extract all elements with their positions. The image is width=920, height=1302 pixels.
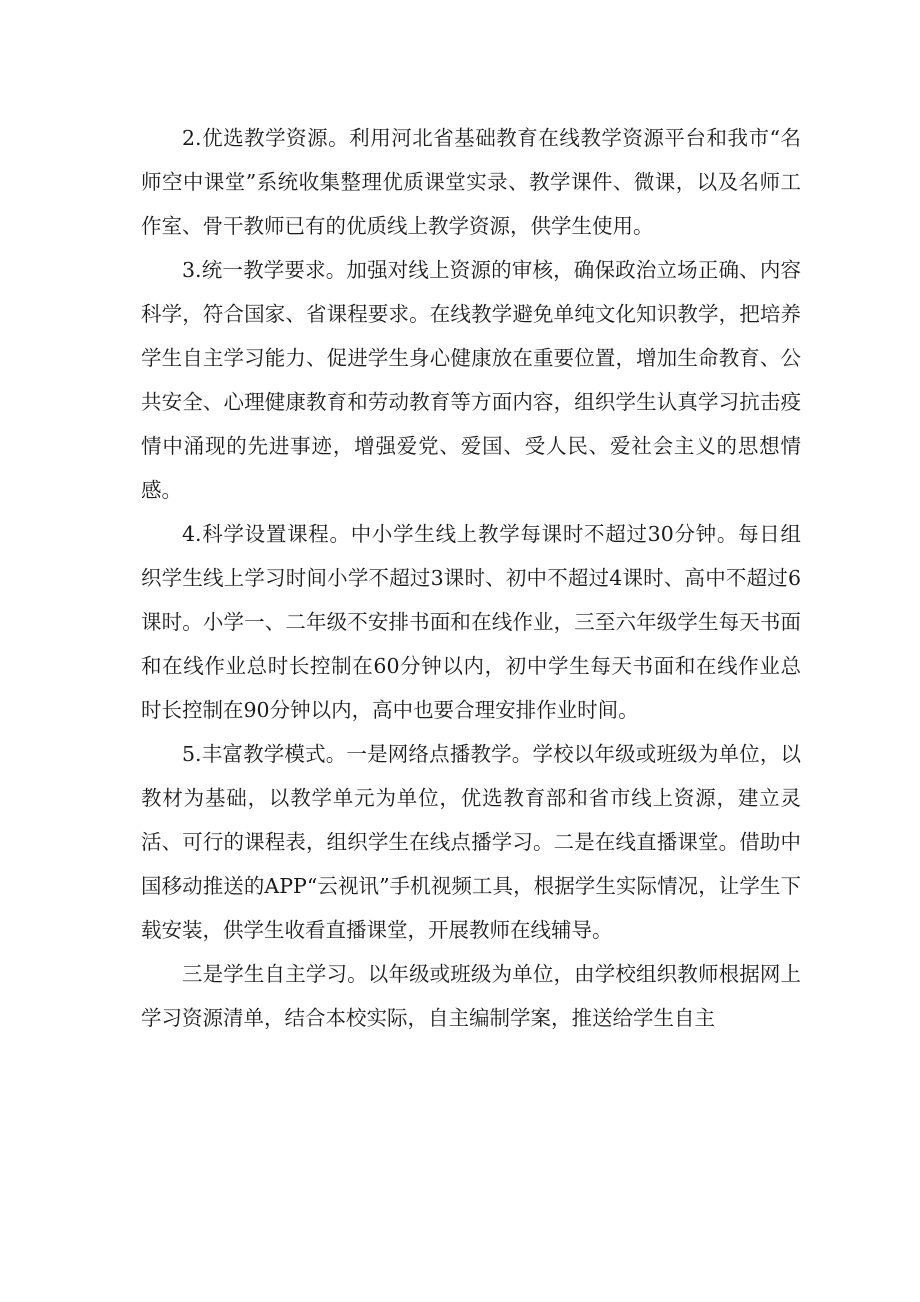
paragraph-self-study: 三是学生自主学习。以年级或班级为单位，由学校组织教师根据网上学习资源清单，结合本校实际，自主编制学案，推送给学生自主 (141, 962, 801, 1030)
paragraph-unified-requirements: 3.统一教学要求。加强对线上资源的审核，确保政治立场正确、内容科学，符合国家、省课程要求。在线教学避免单纯文化知识教学，把培养学生自主学习能力、促进学生身心健康放在重要位置，增加生命教育、公共安全、心理健康教育和劳动教育等方面内容，组织学生认真学习抗击疫情中涌现的先进事迹，增强爱党、爱国、受人民、爱社会主义的思想情感。 (141, 258, 801, 502)
paragraph-optimize-resources: 2.优选教学资源。利用河北省基础教育在线教学资源平台和我市“名师空中课堂”系统收集整理优质课堂实录、教学课件、微课，以及名师工作室、骨干教师已有的优质线上教学资源，供学生使用。 (141, 126, 801, 238)
document-body (141, 116, 801, 1040)
paragraph-course-setup: 4.科学设置课程。中小学生线上教学每课时不超过30分钟。每日组织学生线上学习时间小学不超过3课时、初中不超过4课时、高中不超过6课时。小学一、二年级不安排书面和在线作业，三至六年级学生每天书面和在线作业总时长控制在60分钟以内，初中学生每天书面和在线作业总时长控制在90分钟以内，高中也要合理安排作业时间。 (141, 522, 801, 722)
paragraph-teaching-modes: 5.丰富教学模式。一是网络点播教学。学校以年级或班级为单位，以教材为基础，以教学单元为单位，优选教育部和省市线上资源，建立灵活、可行的课程表，组织学生在线点播学习。二是在线直播课堂。借助中国移动推送的APP“云视讯”手机视频工具，根据学生实际情况，让学生下载安装，供学生收看直播课堂，开展教师在线辅导。 (141, 742, 801, 942)
